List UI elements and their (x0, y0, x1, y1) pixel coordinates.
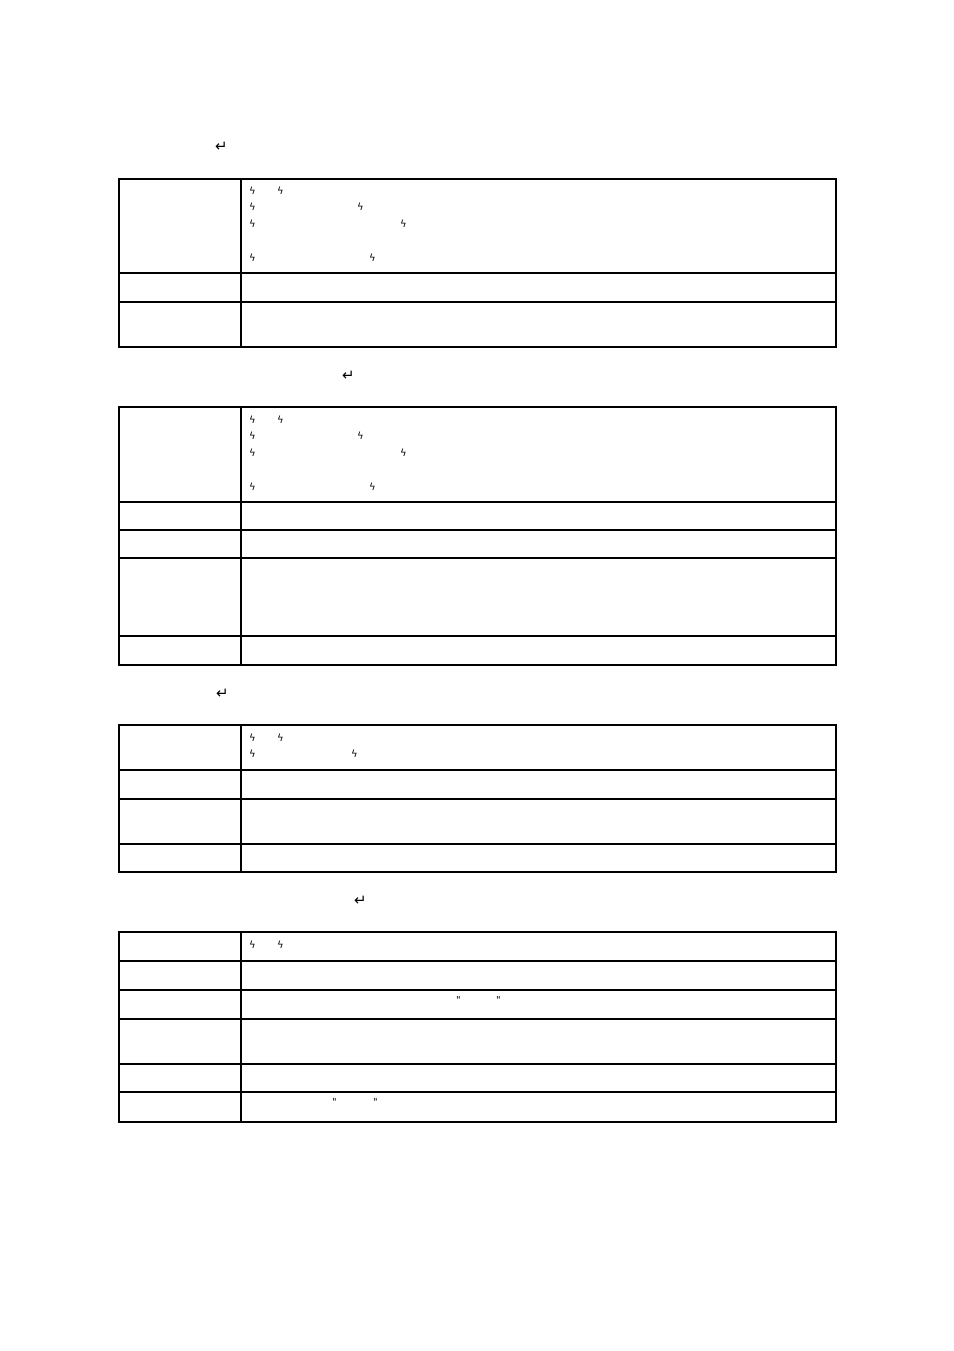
row-value (241, 273, 836, 302)
table-row (119, 1064, 836, 1092)
row-value (241, 558, 836, 636)
row-label (119, 770, 241, 799)
table-row (119, 1092, 836, 1122)
row-value (241, 990, 836, 1019)
row-label (119, 407, 241, 502)
table-row (119, 558, 836, 636)
bolt-icon: ϟ (277, 940, 284, 951)
bolt-icon: ϟ (400, 448, 407, 459)
row-value (241, 932, 836, 961)
row-label (119, 273, 241, 302)
row-label (119, 179, 241, 273)
table-row (119, 502, 836, 530)
section-1-heading (118, 138, 318, 154)
row-value (241, 407, 836, 502)
row-value (241, 1092, 836, 1122)
section-3-heading (118, 685, 318, 701)
row-label (119, 844, 241, 872)
table-row (119, 844, 836, 872)
bolt-icon: ϟ (357, 431, 364, 442)
quote-mark: " (496, 995, 501, 1006)
spec-table-3 (118, 724, 837, 873)
spec-table-2 (118, 406, 837, 666)
section-2-heading (118, 367, 418, 383)
table-row (119, 932, 836, 961)
bolt-icon: ϟ (249, 219, 256, 230)
bolt-icon: ϟ (277, 415, 284, 426)
row-label (119, 1092, 241, 1122)
quote-mark: " (332, 1097, 337, 1108)
row-label (119, 932, 241, 961)
bolt-icon: ϟ (357, 202, 364, 213)
row-label (119, 961, 241, 990)
bolt-icon: ϟ (277, 733, 284, 744)
bolt-icon: ϟ (369, 253, 376, 264)
bolt-icon: ϟ (277, 186, 284, 197)
row-label (119, 636, 241, 665)
table-row (119, 530, 836, 558)
table-row (119, 770, 836, 799)
bolt-icon: ϟ (249, 431, 256, 442)
bolt-icon: ϟ (249, 186, 256, 197)
row-value (241, 530, 836, 558)
row-label (119, 990, 241, 1019)
row-value (241, 844, 836, 872)
row-label (119, 502, 241, 530)
return-arrow-icon: ↵ (354, 891, 367, 909)
row-label (119, 302, 241, 347)
row-value (241, 770, 836, 799)
table-row (119, 725, 836, 770)
return-arrow-icon: ↵ (342, 366, 355, 384)
row-label (119, 799, 241, 844)
row-value (241, 636, 836, 665)
row-value (241, 799, 836, 844)
return-arrow-icon: ↵ (216, 684, 229, 702)
row-label (119, 1019, 241, 1064)
bolt-icon: ϟ (249, 940, 256, 951)
section-4-heading (118, 892, 418, 908)
bolt-icon: ϟ (249, 448, 256, 459)
row-label (119, 1064, 241, 1092)
table-row (119, 990, 836, 1019)
return-arrow-icon: ↵ (215, 137, 228, 155)
table-row (119, 799, 836, 844)
bolt-icon: ϟ (249, 733, 256, 744)
bolt-icon: ϟ (249, 482, 256, 493)
table-row (119, 636, 836, 665)
table-row (119, 302, 836, 347)
row-value (241, 1019, 836, 1064)
bolt-icon: ϟ (249, 415, 256, 426)
table-row (119, 407, 836, 502)
row-value (241, 502, 836, 530)
quote-mark: " (456, 995, 461, 1006)
row-value (241, 1064, 836, 1092)
spec-table-1 (118, 178, 837, 348)
quote-mark: " (373, 1097, 378, 1108)
row-value (241, 302, 836, 347)
bolt-icon: ϟ (400, 219, 407, 230)
bolt-icon: ϟ (351, 749, 358, 760)
row-value (241, 179, 836, 273)
row-label (119, 558, 241, 636)
bolt-icon: ϟ (249, 202, 256, 213)
row-value (241, 961, 836, 990)
row-value (241, 725, 836, 770)
table-row (119, 273, 836, 302)
bolt-icon: ϟ (249, 749, 256, 760)
table-row (119, 961, 836, 990)
bolt-icon: ϟ (369, 482, 376, 493)
table-row (119, 179, 836, 273)
spec-table-4 (118, 931, 837, 1123)
table-row (119, 1019, 836, 1064)
bolt-icon: ϟ (249, 253, 256, 264)
row-label (119, 725, 241, 770)
row-label (119, 530, 241, 558)
